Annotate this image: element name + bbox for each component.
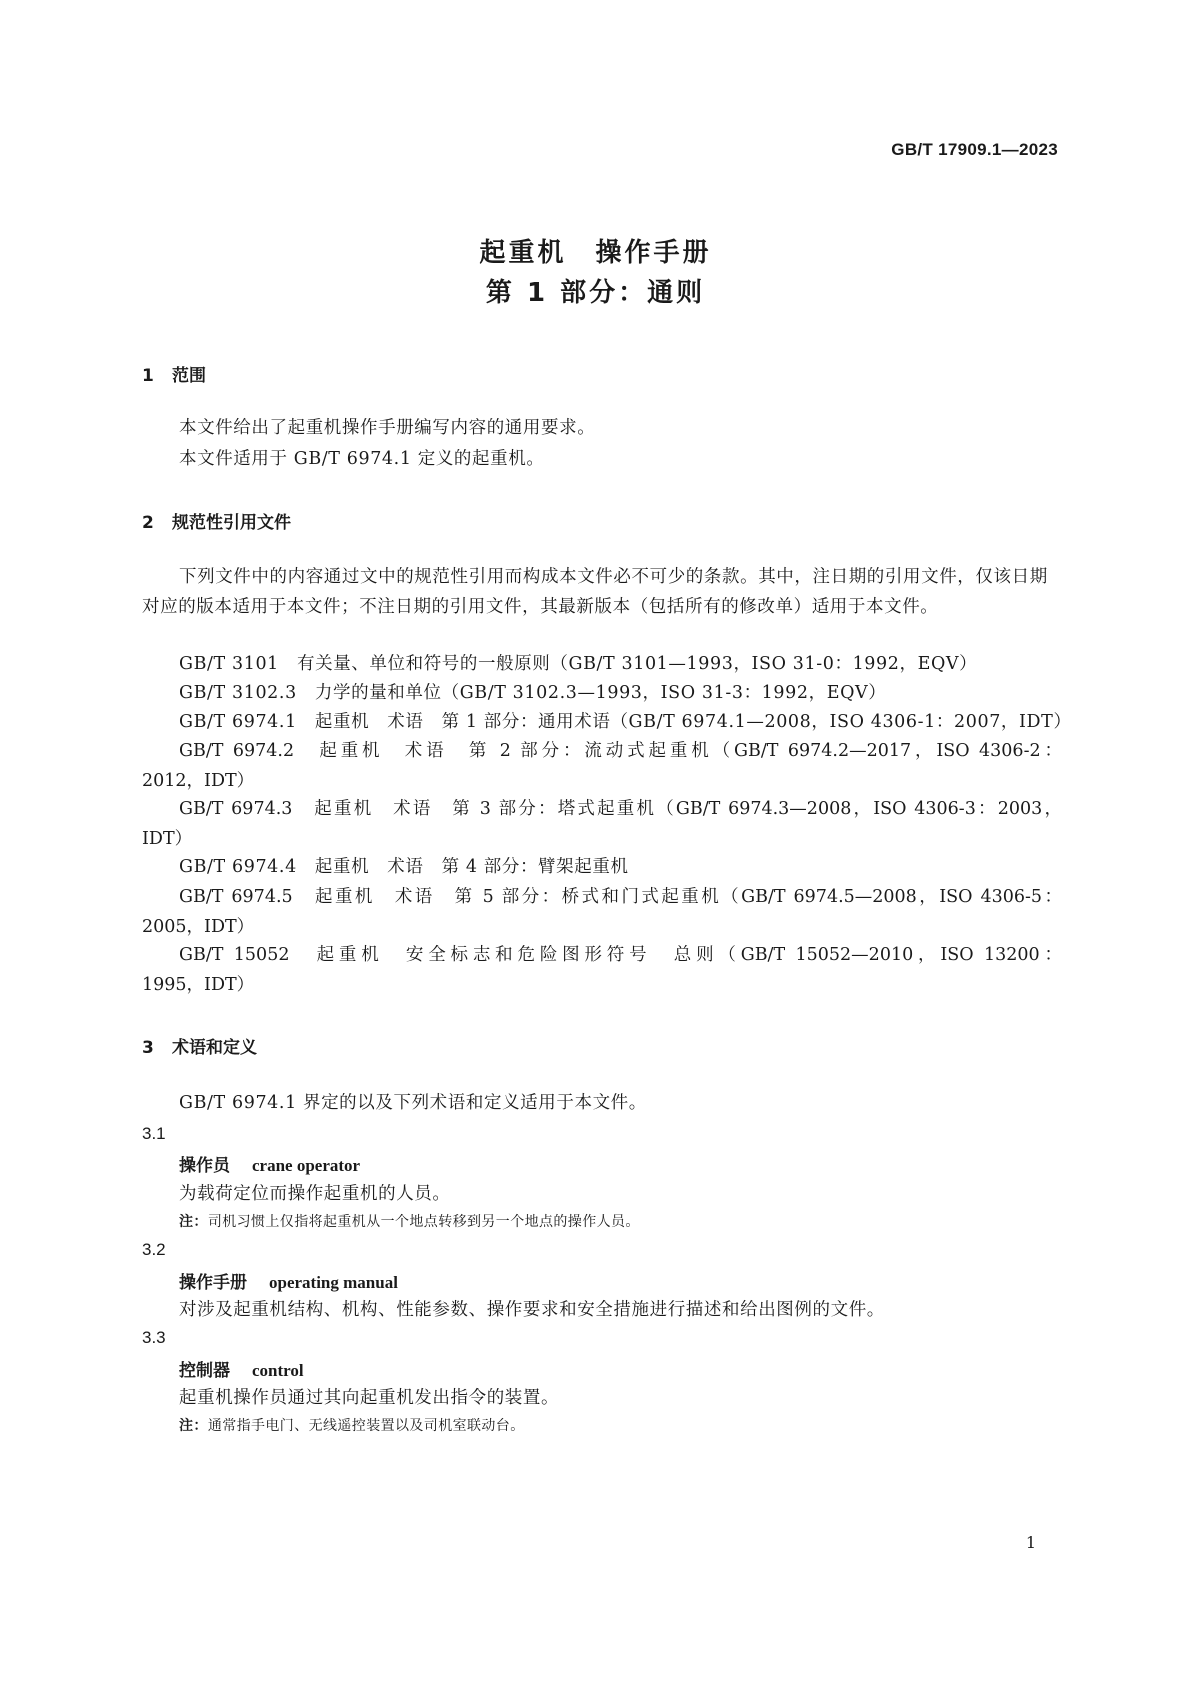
term-heading bbox=[179, 1151, 360, 1176]
reference-line: 1995，IDT） bbox=[142, 975, 255, 995]
reference-line: GB/T 15052 起重机 安全标志和危险图形符号 总则（GB/T 15052—2010，ISO 13200： bbox=[179, 945, 1062, 965]
reference-entry bbox=[142, 794, 1062, 854]
reference-entry bbox=[142, 940, 1062, 1000]
reference-line: IDT） bbox=[142, 829, 193, 849]
terms-intro: GB/T 6974.1 界定的以及下列术语和定义适用于本文件。 bbox=[179, 1093, 647, 1113]
section-2-heading bbox=[142, 508, 291, 533]
page-number: 1 bbox=[1025, 1533, 1036, 1552]
reference-line: 2005，IDT） bbox=[142, 917, 255, 937]
term-definition: 为载荷定位而操作起重机的人员。 bbox=[179, 1184, 451, 1204]
term-definition: 对涉及起重机结构、机构、性能参数、操作要求和安全措施进行描述和给出图例的文件。 bbox=[179, 1300, 885, 1320]
section-number: 1 bbox=[142, 366, 154, 386]
reference-entry: GB/T 3102.3 力学的量和单位（GB/T 3102.3—1993，ISO 31-3：1992，EQV） bbox=[179, 683, 887, 703]
section-number: 2 bbox=[142, 513, 154, 533]
term-note bbox=[179, 1415, 525, 1435]
term-note bbox=[179, 1211, 640, 1231]
term-en: crane operator bbox=[252, 1156, 361, 1175]
note-text: 通常指手电门、无线遥控装置以及司机室联动台。 bbox=[207, 1418, 525, 1434]
section-1-heading bbox=[142, 361, 206, 386]
reference-line: GB/T 6974.2 起重机 术语 第 2 部分：流动式起重机（GB/T 6974.2—2017，ISO 4306-2： bbox=[179, 741, 1062, 761]
reference-entry: GB/T 6974.1 起重机 术语 第 1 部分：通用术语（GB/T 6974.1—2008，ISO 4306-1：2007，IDT） bbox=[179, 712, 1072, 732]
term-definition: 起重机操作员通过其向起重机发出指令的装置。 bbox=[179, 1388, 560, 1408]
reference-entry: GB/T 6974.4 起重机 术语 第 4 部分：臂架起重机 bbox=[179, 857, 629, 877]
term-number: 3.2 bbox=[142, 1240, 166, 1259]
note-label: 注： bbox=[179, 1214, 208, 1230]
term-zh: 控制器 bbox=[179, 1361, 230, 1381]
standard-code: GB/T 17909.1—2023 bbox=[891, 140, 1058, 159]
reference-line: 2012，IDT） bbox=[142, 771, 255, 791]
reference-entry: GB/T 3101 有关量、单位和符号的一般原则（GB/T 3101—1993，ISO 31-0：1992，EQV） bbox=[179, 654, 978, 674]
note-text: 司机习惯上仅指将起重机从一个地点转移到另一个地点的操作人员。 bbox=[207, 1214, 640, 1230]
section-title: 规范性引用文件 bbox=[172, 513, 291, 533]
term-number: 3.3 bbox=[142, 1328, 166, 1347]
document-title: 起重机 操作手册 bbox=[479, 238, 712, 268]
scope-paragraph: 本文件适用于 GB/T 6974.1 定义的起重机。 bbox=[179, 449, 545, 469]
section-title: 范围 bbox=[172, 366, 206, 386]
term-heading bbox=[179, 1268, 398, 1293]
normative-refs-intro: 下列文件中的内容通过文中的规范性引用而构成本文件必不可少的条款。其中，注日期的引用文件，仅该日期对应的版本适用于本文件；不注日期的引用文件，其最新版本（包括所有的修改单）适用于本文件。 bbox=[142, 567, 1048, 617]
term-heading bbox=[179, 1356, 304, 1381]
reference-line: GB/T 6974.5 起重机 术语 第 5 部分：桥式和门式起重机（GB/T 6974.5—2008，ISO 4306-5： bbox=[179, 887, 1062, 907]
section-number: 3 bbox=[142, 1038, 154, 1058]
reference-entry bbox=[142, 882, 1062, 942]
reference-entry bbox=[142, 736, 1062, 796]
section-title: 术语和定义 bbox=[172, 1038, 257, 1058]
reference-line: GB/T 6974.3 起重机 术语 第 3 部分：塔式起重机（GB/T 6974.3—2008，ISO 4306-3：2003， bbox=[179, 799, 1062, 819]
term-number: 3.1 bbox=[142, 1124, 166, 1143]
note-label: 注： bbox=[179, 1418, 208, 1434]
term-en: operating manual bbox=[269, 1273, 398, 1292]
section-3-heading bbox=[142, 1033, 257, 1058]
scope-paragraph: 本文件给出了起重机操作手册编写内容的通用要求。 bbox=[179, 418, 596, 438]
document-subtitle: 第 1 部分：通则 bbox=[485, 278, 706, 308]
term-en: control bbox=[252, 1361, 304, 1380]
term-zh: 操作手册 bbox=[179, 1273, 247, 1293]
term-zh: 操作员 bbox=[179, 1156, 230, 1176]
